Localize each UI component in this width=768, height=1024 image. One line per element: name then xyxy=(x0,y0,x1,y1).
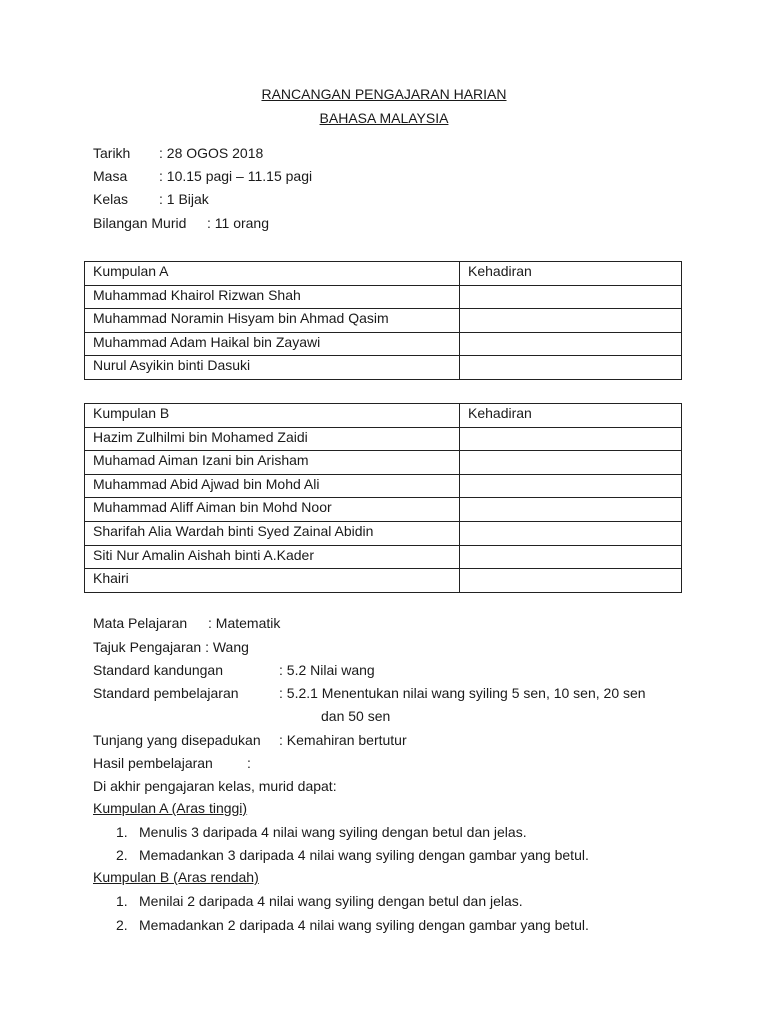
attendance-cell[interactable] xyxy=(460,309,682,333)
student-name: Muhamad Aiman Izani bin Arisham xyxy=(85,451,460,475)
student-name: Sharifah Alia Wardah binti Syed Zainal Abidin xyxy=(85,521,460,545)
hasil-pembelajaran-label: Hasil pembelajaran xyxy=(93,755,213,771)
standard-kandungan-label: Standard kandungan xyxy=(93,662,223,678)
group-b-header: Kumpulan B xyxy=(85,404,460,428)
student-name: Muhammad Aliff Aiman bin Mohd Noor xyxy=(85,498,460,522)
attendance-cell[interactable] xyxy=(460,427,682,451)
hasil-pembelajaran-value: : xyxy=(247,755,251,771)
table-header-row xyxy=(85,262,682,286)
student-name: Hazim Zulhilmi bin Mohamed Zaidi xyxy=(85,427,460,451)
table-row xyxy=(85,285,682,309)
group-b-objectives-heading: Kumpulan B (Aras rendah) xyxy=(93,869,259,885)
tajuk-pengajaran: Tajuk Pengajaran : Wang xyxy=(93,639,249,655)
attendance-cell[interactable] xyxy=(460,545,682,569)
table-row xyxy=(85,545,682,569)
group-b-table xyxy=(84,403,682,593)
list-item: Memadankan 3 daripada 4 nilai wang syiling dengan gambar yang betul. xyxy=(139,847,589,863)
tarikh-label: Tarikh xyxy=(93,145,131,161)
group-a-table xyxy=(84,261,682,380)
table-row xyxy=(85,451,682,475)
attendance-cell[interactable] xyxy=(460,332,682,356)
table-row xyxy=(85,356,682,380)
student-name: Muhammad Noramin Hisyam bin Ahmad Qasim xyxy=(85,309,460,333)
mata-pelajaran-value: : Matematik xyxy=(208,615,281,631)
list-item: Menulis 3 daripada 4 nilai wang syiling dengan betul dan jelas. xyxy=(139,824,527,840)
group-a-header: Kumpulan A xyxy=(85,262,460,286)
bilangan-label: Bilangan Murid xyxy=(93,215,187,231)
table-row xyxy=(85,427,682,451)
table-row xyxy=(85,569,682,593)
objectives-intro: Di akhir pengajaran kelas, murid dapat: xyxy=(93,778,337,794)
attendance-cell[interactable] xyxy=(460,356,682,380)
list-item-number: 1. xyxy=(116,893,128,909)
attendance-cell[interactable] xyxy=(460,285,682,309)
attendance-header: Kehadiran xyxy=(460,404,682,428)
attendance-cell[interactable] xyxy=(460,569,682,593)
kelas-value: : 1 Bijak xyxy=(159,191,209,207)
student-name: Siti Nur Amalin Aishah binti A.Kader xyxy=(85,545,460,569)
attendance-cell[interactable] xyxy=(460,451,682,475)
table-row xyxy=(85,474,682,498)
list-item-number: 2. xyxy=(116,847,128,863)
document-title: RANCANGAN PENGAJARAN HARIAN xyxy=(261,86,507,102)
masa-value: : 10.15 pagi – 11.15 pagi xyxy=(159,168,313,184)
student-name: Muhammad Adam Haikal bin Zayawi xyxy=(85,332,460,356)
student-name: Muhammad Khairol Rizwan Shah xyxy=(85,285,460,309)
kelas-label: Kelas xyxy=(93,191,129,207)
table-row xyxy=(85,521,682,545)
student-name: Nurul Asyikin binti Dasuki xyxy=(85,356,460,380)
mata-pelajaran-label: Mata Pelajaran xyxy=(93,615,188,631)
table-row xyxy=(85,498,682,522)
student-name: Muhammad Abid Ajwad bin Mohd Ali xyxy=(85,474,460,498)
list-item: Menilai 2 daripada 4 nilai wang syiling dengan betul dan jelas. xyxy=(139,893,523,909)
masa-label: Masa xyxy=(93,168,128,184)
standard-pembelajaran-value: : 5.2.1 Menentukan nilai wang syiling 5 sen, 10 sen, 20 sen xyxy=(279,685,646,701)
tunjang-value: : Kemahiran bertutur xyxy=(279,732,407,748)
list-item-number: 1. xyxy=(116,824,128,840)
attendance-cell[interactable] xyxy=(460,474,682,498)
document-subject: BAHASA MALAYSIA xyxy=(319,110,449,126)
tarikh-value: : 28 OGOS 2018 xyxy=(159,145,264,161)
table-header-row xyxy=(85,404,682,428)
tunjang-label: Tunjang yang disepadukan xyxy=(93,732,261,748)
student-name: Khairi xyxy=(85,569,460,593)
list-item-number: 2. xyxy=(116,917,128,933)
attendance-cell[interactable] xyxy=(460,498,682,522)
standard-pembelajaran-value-cont: dan 50 sen xyxy=(321,708,391,724)
table-row xyxy=(85,309,682,333)
attendance-header: Kehadiran xyxy=(460,262,682,286)
attendance-cell[interactable] xyxy=(460,521,682,545)
list-item: Memadankan 2 daripada 4 nilai wang syiling dengan gambar yang betul. xyxy=(139,917,589,933)
group-a-objectives-heading: Kumpulan A (Aras tinggi) xyxy=(93,800,248,816)
standard-kandungan-value: : 5.2 Nilai wang xyxy=(279,662,375,678)
bilangan-value: : 11 orang xyxy=(207,215,270,231)
table-row xyxy=(85,332,682,356)
standard-pembelajaran-label: Standard pembelajaran xyxy=(93,685,239,701)
